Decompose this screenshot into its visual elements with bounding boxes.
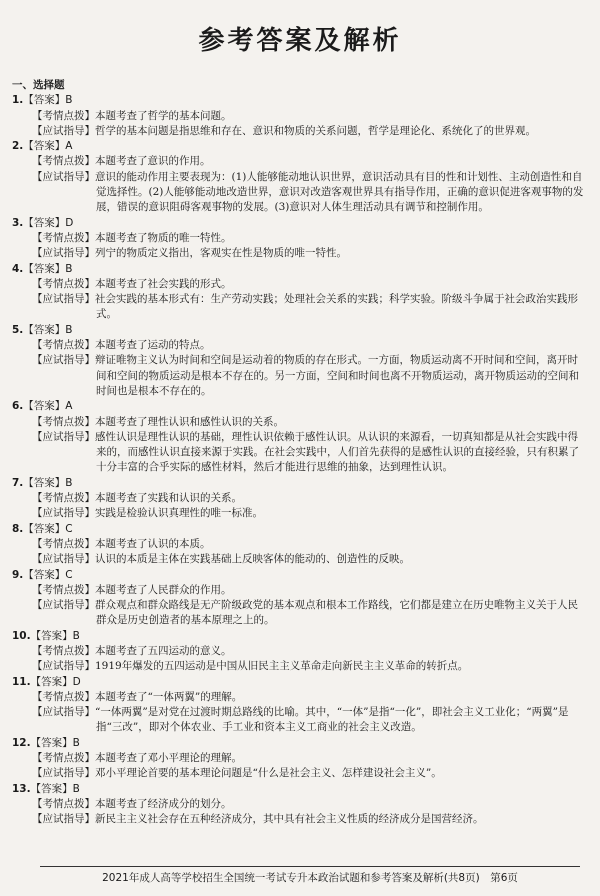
guide-text: 新民主主义社会存在五种经济成分，其中具有社会主义性质的经济成分是国营经济。 — [95, 813, 484, 826]
page-footer: 2021年成人高等学校招生全国统一考试专升本政治试题和参考答案及解析(共8页) 第6页 — [40, 866, 580, 885]
point-line — [12, 109, 584, 124]
guide-label: 【应试指导】 — [32, 170, 95, 183]
point-line — [12, 154, 584, 169]
answer-value: B — [65, 94, 73, 107]
answer-line — [12, 736, 584, 751]
point-line — [12, 338, 584, 353]
point-label: 【考情点拨】 — [32, 797, 95, 810]
guide-text: 社会实践的基本形式有：生产劳动实践；处理社会关系的实践；科学实验。阶级斗争属于社会政治实践形式。 — [95, 293, 578, 321]
guide-text: 列宁的物质定义指出，客观实在性是物质的唯一特性。 — [95, 247, 347, 260]
answer-line — [12, 782, 584, 797]
guide-label: 【应试指导】 — [32, 507, 95, 520]
point-line — [12, 690, 584, 705]
point-text: 本题考查了认识的本质。 — [95, 537, 211, 550]
guide-line — [12, 124, 584, 139]
question-number: 3. — [12, 216, 24, 229]
answer-label: 【答案】 — [23, 400, 66, 413]
guide-text: 群众观点和群众路线是无产阶级政党的基本观点和根本工作路线，它们都是建立在历史唯物主义关于人民群众是历史创造者的基本原理之上的。 — [95, 599, 578, 627]
point-line — [12, 583, 584, 598]
answer-line — [12, 629, 584, 644]
guide-line — [12, 659, 584, 674]
answer-label: 【答案】 — [30, 736, 73, 749]
point-label: 【考情点拨】 — [32, 231, 95, 244]
answer-label: 【答案】 — [23, 323, 66, 336]
point-text: 本题考查了运动的特点。 — [95, 339, 211, 352]
question-block — [12, 399, 584, 475]
guide-label: 【应试指导】 — [32, 599, 95, 612]
guide-line — [12, 506, 584, 521]
answer-line — [12, 399, 584, 414]
guide-label: 【应试指导】 — [32, 124, 95, 137]
guide-line — [12, 170, 584, 216]
answer-label: 【答案】 — [23, 216, 66, 229]
point-label: 【考情点拨】 — [32, 537, 95, 550]
answer-line — [12, 522, 584, 537]
point-text: 本题考查了意识的作用。 — [95, 155, 211, 168]
guide-label: 【应试指导】 — [32, 706, 95, 719]
answer-value: A — [65, 140, 73, 153]
point-line — [12, 277, 584, 292]
guide-label: 【应试指导】 — [32, 354, 95, 367]
point-label: 【考情点拨】 — [32, 492, 95, 505]
answer-line — [12, 216, 584, 231]
answer-label: 【答案】 — [30, 782, 73, 795]
answer-value: B — [65, 323, 73, 336]
guide-label: 【应试指导】 — [32, 813, 95, 826]
answer-value: B — [65, 262, 73, 275]
question-block — [12, 216, 584, 262]
answer-value: B — [72, 629, 80, 642]
answer-label: 【答案】 — [23, 94, 66, 107]
question-block — [12, 629, 584, 675]
guide-text: 1919年爆发的五四运动是中国从旧民主主义革命走向新民主主义革命的转折点。 — [95, 660, 469, 673]
guide-label: 【应试指导】 — [32, 553, 95, 566]
point-label: 【考情点拨】 — [32, 339, 95, 352]
question-number: 9. — [12, 568, 24, 581]
answer-label: 【答案】 — [23, 476, 66, 489]
question-block — [12, 93, 584, 139]
point-text: 本题考查了“一体两翼”的理解。 — [95, 690, 243, 703]
answer-line — [12, 568, 584, 583]
question-number: 10. — [12, 629, 31, 642]
answer-value: D — [72, 675, 81, 688]
answer-value: C — [65, 522, 73, 535]
point-label: 【考情点拨】 — [32, 415, 95, 428]
guide-line — [12, 705, 584, 736]
guide-text: 辩证唯物主义认为时间和空间是运动着的物质的存在形式。一方面，物质运动离不开时间和空间，离开时间和空间的物质运动是根本不存在的。另一方面，空间和时间也离不开物质运动，离开物质运动的空间和时间也是根本不存在的。 — [95, 354, 579, 397]
question-number: 11. — [12, 675, 31, 688]
point-label: 【考情点拨】 — [32, 644, 95, 657]
point-line — [12, 415, 584, 430]
guide-line — [12, 292, 584, 323]
answer-line — [12, 93, 584, 108]
guide-line — [12, 430, 584, 476]
answer-line — [12, 262, 584, 277]
point-text: 本题考查了邓小平理论的理解。 — [95, 752, 242, 765]
point-text: 本题考查了社会实践的形式。 — [95, 277, 232, 290]
guide-text: 意识的能动作用主要表现为：(1)人能够能动地认识世界，意识活动具有目的性和计划性、主动创造性和自觉选择性。(2)人能够能动地改造世界，意识对改造客观世界具有指导作用，正确的意识促进客观事物的发展，错误的意识阻碍客观事物的发展。(3)意识对人体生理活动具有调节和控制作用。 — [95, 170, 584, 214]
point-text: 本题考查了五四运动的意义。 — [95, 644, 232, 657]
answer-line — [12, 139, 584, 154]
question-block — [12, 568, 584, 629]
point-line — [12, 491, 584, 506]
question-block — [12, 262, 584, 323]
point-line — [12, 231, 584, 246]
answer-label: 【答案】 — [23, 262, 66, 275]
point-text: 本题考查了哲学的基本问题。 — [95, 109, 232, 122]
answer-list — [12, 78, 584, 828]
guide-text: 哲学的基本问题是指思维和存在、意识和物质的关系问题，哲学是理论化、系统化了的世界观。 — [95, 124, 536, 137]
question-number: 4. — [12, 262, 24, 275]
answer-label: 【答案】 — [23, 140, 66, 153]
question-number: 1. — [12, 94, 24, 107]
question-number: 5. — [12, 323, 24, 336]
point-label: 【考情点拨】 — [32, 690, 95, 703]
guide-text: “一体两翼”是对党在过渡时期总路线的比喻。其中，“一体”是指“一化”，即社会主义工业化；“两翼”是指“三改”，即对个体农业、手工业和资本主义工商业的社会主义改造。 — [95, 706, 569, 734]
guide-text: 认识的本质是主体在实践基础上反映客体的能动的、创造性的反映。 — [95, 553, 410, 566]
answer-value: B — [72, 736, 80, 749]
guide-label: 【应试指导】 — [32, 293, 95, 306]
answer-label: 【答案】 — [23, 568, 66, 581]
answer-label: 【答案】 — [23, 522, 66, 535]
point-line — [12, 797, 584, 812]
question-number: 12. — [12, 736, 31, 749]
answer-value: B — [65, 476, 73, 489]
question-number: 2. — [12, 140, 24, 153]
guide-text: 感性认识是理性认识的基础，理性认识依赖于感性认识。从认识的来源看，一切真知都是从社会实践中得来的，而感性认识直接来源于实践。在社会实践中，人们首先获得的是感性认识的直接经验，只有积累了十分丰富的合乎实际的感性材料，然后才能进行思维的抽象，达到理性认识。 — [95, 430, 579, 474]
answer-line — [12, 323, 584, 338]
answer-value: C — [65, 568, 73, 581]
question-block — [12, 736, 584, 782]
question-block — [12, 675, 584, 736]
question-block — [12, 139, 584, 215]
section-title: 一、选择题 — [12, 79, 65, 91]
question-block — [12, 522, 584, 568]
guide-line — [12, 598, 584, 629]
guide-line — [12, 812, 584, 827]
answer-line — [12, 476, 584, 491]
point-text: 本题考查了经济成分的划分。 — [95, 797, 232, 810]
guide-line — [12, 766, 584, 781]
point-label: 【考情点拨】 — [32, 109, 95, 122]
guide-line — [12, 353, 584, 399]
question-number: 8. — [12, 522, 24, 535]
point-text: 本题考查了人民群众的作用。 — [95, 583, 232, 596]
point-line — [12, 751, 584, 766]
guide-label: 【应试指导】 — [32, 247, 95, 260]
guide-text: 实践是检验认识真理性的唯一标准。 — [95, 507, 263, 520]
point-text: 本题考查了实践和认识的关系。 — [95, 492, 242, 505]
point-label: 【考情点拨】 — [32, 155, 95, 168]
question-block — [12, 782, 584, 828]
guide-label: 【应试指导】 — [32, 660, 95, 673]
question-number: 7. — [12, 476, 24, 489]
answer-line — [12, 675, 584, 690]
point-label: 【考情点拨】 — [32, 583, 95, 596]
page-title: 参考答案及解析 — [198, 26, 402, 56]
guide-label: 【应试指导】 — [32, 767, 95, 780]
answer-value: A — [65, 400, 73, 413]
question-block — [12, 323, 584, 399]
point-text: 本题考查了理性认识和感性认识的关系。 — [95, 415, 284, 428]
point-label: 【考情点拨】 — [32, 752, 95, 765]
guide-line — [12, 246, 584, 261]
guide-label: 【应试指导】 — [32, 430, 95, 443]
answer-label: 【答案】 — [30, 629, 73, 642]
point-line — [12, 537, 584, 552]
question-block — [12, 476, 584, 522]
guide-text: 邓小平理论首要的基本理论问题是“什么是社会主义、怎样建设社会主义”。 — [95, 767, 442, 780]
question-number: 6. — [12, 400, 24, 413]
answer-value: B — [72, 782, 80, 795]
point-line — [12, 644, 584, 659]
point-text: 本题考查了物质的唯一特性。 — [95, 231, 232, 244]
guide-line — [12, 552, 584, 567]
point-label: 【考情点拨】 — [32, 277, 95, 290]
answer-label: 【答案】 — [30, 675, 73, 688]
answer-value: D — [65, 216, 74, 229]
question-number: 13. — [12, 782, 31, 795]
